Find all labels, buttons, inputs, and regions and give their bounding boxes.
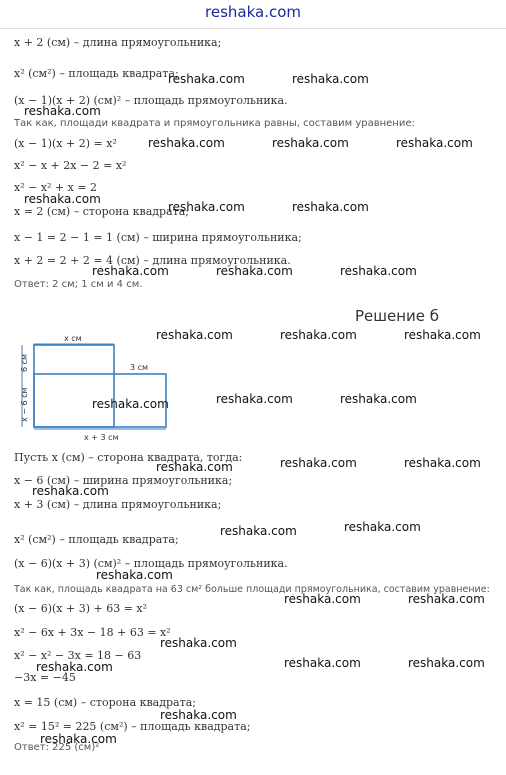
label-bottom: x + 3 см xyxy=(84,433,119,442)
text-line: x + 2 (см) – длина прямоугольника; xyxy=(14,36,222,49)
watermark: reshaka.com xyxy=(168,72,245,86)
equation: (x − 1)(x + 2) = x² xyxy=(14,137,117,150)
watermark: reshaka.com xyxy=(92,264,169,278)
label-top: x см xyxy=(64,334,82,343)
watermark: reshaka.com xyxy=(292,72,369,86)
label-left: x − 6 см xyxy=(20,387,29,422)
watermark: reshaka.com xyxy=(396,136,473,150)
text-line: x² = 15² = 225 (см²) – площадь квадрата; xyxy=(14,720,251,733)
text-line: x − 6 (см) – ширина прямоугольника; xyxy=(14,474,233,487)
watermark: reshaka.com xyxy=(92,397,169,411)
watermark: reshaka.com xyxy=(40,732,117,746)
equation: x² − 6x + 3x − 18 + 63 = x² xyxy=(14,626,171,639)
watermark: reshaka.com xyxy=(272,136,349,150)
watermark: reshaka.com xyxy=(284,592,361,606)
watermark: reshaka.com xyxy=(284,656,361,670)
header-divider xyxy=(0,28,506,29)
answer-2: Ответ: 225 (см)² xyxy=(14,742,100,753)
watermark: reshaka.com xyxy=(96,568,173,582)
watermark: reshaka.com xyxy=(32,484,109,498)
watermark: reshaka.com xyxy=(160,636,237,650)
equation: x² − x + 2x − 2 = x² xyxy=(14,159,127,172)
text-line: (x − 6)(x + 3) (см)² – площадь прямоугольника. xyxy=(14,557,288,570)
label-left-6: 6 см xyxy=(20,353,29,372)
equation: x² − x² − 3x = 18 − 63 xyxy=(14,649,142,662)
text-line: Так как, площади квадрата и прямоугольника равны, составим уравнение: xyxy=(14,118,415,129)
text-line: x + 3 (см) – длина прямоугольника; xyxy=(14,498,222,511)
solution-b-heading: Решение б xyxy=(355,307,440,325)
text-line: x + 2 = 2 + 2 = 4 (см) – длина прямоугольника. xyxy=(14,254,291,267)
site-title[interactable]: reshaka.com xyxy=(205,3,301,21)
watermark: reshaka.com xyxy=(160,708,237,722)
watermark: reshaka.com xyxy=(24,104,101,118)
watermark: reshaka.com xyxy=(292,200,369,214)
answer-1: Ответ: 2 см; 1 см и 4 см. xyxy=(14,279,143,290)
watermark: reshaka.com xyxy=(404,456,481,470)
watermark: reshaka.com xyxy=(408,656,485,670)
watermark: reshaka.com xyxy=(340,392,417,406)
square-outline xyxy=(34,345,114,427)
watermark: reshaka.com xyxy=(280,328,357,342)
watermark: reshaka.com xyxy=(344,520,421,534)
watermark: reshaka.com xyxy=(168,200,245,214)
equation: x² − x² + x = 2 xyxy=(14,181,98,194)
watermark: reshaka.com xyxy=(220,524,297,538)
watermark: reshaka.com xyxy=(148,136,225,150)
geometry-diagram xyxy=(14,330,174,448)
text-line: x − 1 = 2 − 1 = 1 (см) – ширина прямоугольника; xyxy=(14,231,302,244)
watermark: reshaka.com xyxy=(24,192,101,206)
watermark: reshaka.com xyxy=(216,264,293,278)
text-line: x² (см²) – площадь квадрата; xyxy=(14,533,179,546)
equation: −3x = −45 xyxy=(14,671,76,684)
text-line: (x − 1)(x + 2) (см)² – площадь прямоугольника. xyxy=(14,94,288,107)
watermark: reshaka.com xyxy=(340,264,417,278)
label-right: 3 см xyxy=(130,363,149,372)
watermark: reshaka.com xyxy=(156,328,233,342)
watermark: reshaka.com xyxy=(156,460,233,474)
text-line: Пусть x (см) – сторона квадрата, тогда: xyxy=(14,451,243,464)
equation: (x − 6)(x + 3) + 63 = x² xyxy=(14,602,148,615)
text-line: Так как, площадь квадрата на 63 см² больше площади прямоугольника, составим уравнение: xyxy=(14,584,490,595)
watermark: reshaka.com xyxy=(36,660,113,674)
watermark: reshaka.com xyxy=(280,456,357,470)
watermark: reshaka.com xyxy=(408,592,485,606)
text-line: x² (см²) – площадь квадрата; xyxy=(14,67,179,80)
text-line: x = 2 (см) – сторона квадрата; xyxy=(14,205,189,218)
text-line: x = 15 (см) – сторона квадрата; xyxy=(14,696,196,709)
watermark: reshaka.com xyxy=(404,328,481,342)
watermark: reshaka.com xyxy=(216,392,293,406)
